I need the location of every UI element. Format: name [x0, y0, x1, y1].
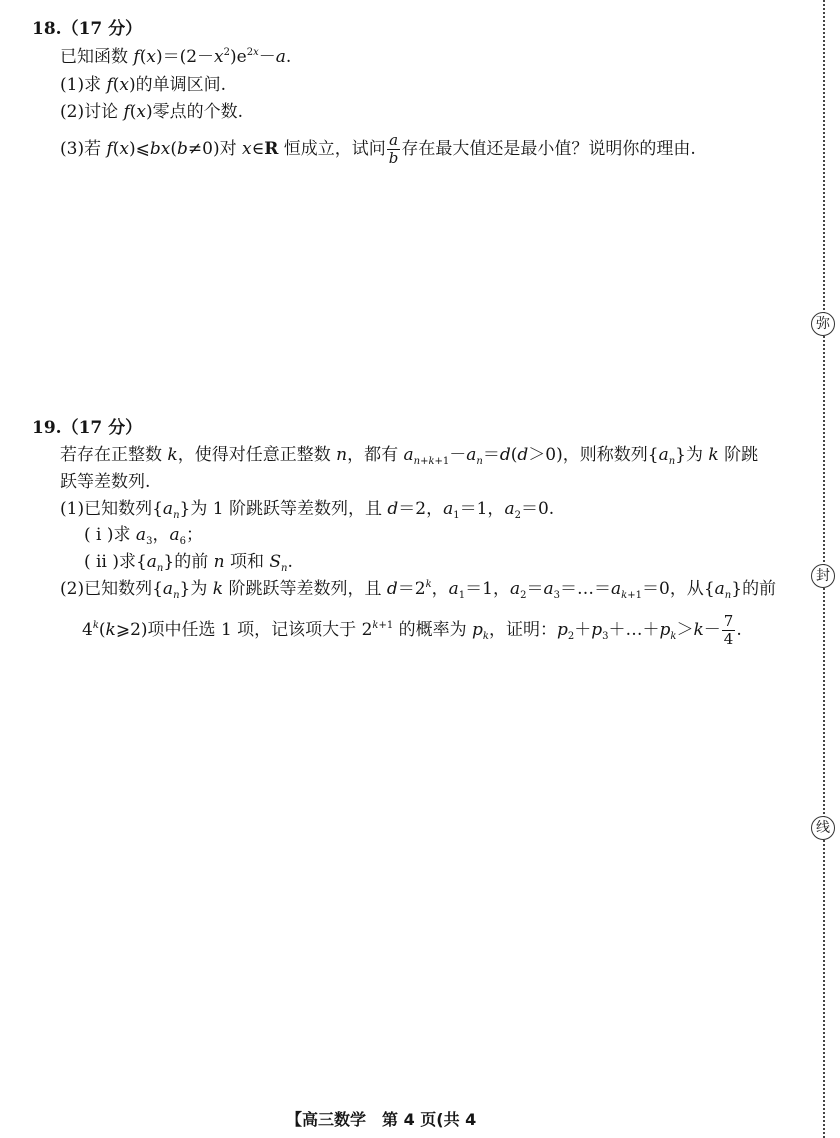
- seal-mark-bottom: 线: [811, 816, 835, 840]
- q18-part3-mid: 对: [219, 139, 243, 159]
- q18-part2-tail: 零点的个数.: [152, 102, 244, 122]
- q19-heading: 19.（17 分）: [32, 418, 143, 438]
- q19-definition-line2: 跃等差数列.: [60, 472, 151, 492]
- q19-definition: 若存在正整数 k，使得对任意正整数 n，都有 $a_{n+k+1}-a_n=d(d>0)$，则称数列$\{a_n\}$为 k 阶跳: [60, 445, 759, 467]
- fraction-7-over-4: $\frac{7}{4}$: [723, 612, 734, 648]
- q18-part3-tail: 存在最大值还是最小值？说明你的理由.: [401, 139, 696, 159]
- q18-part2-text: (2)讨论: [60, 102, 124, 122]
- seal-mark-middle: 封: [811, 564, 835, 588]
- q18-stem: 已知函数 $f(x)=(2-x^2)e^{2x}-a$.: [60, 47, 292, 67]
- q19-def-d: ，则称数列: [562, 445, 648, 465]
- fraction-a-over-b: $\frac{a}{b}$: [388, 131, 399, 167]
- q19-p2-e: 的前: [742, 579, 777, 599]
- q19-part1-i: ( ⅰ )求 $a_3$，$a_6$；: [84, 525, 203, 547]
- q19-part1: (1)已知数列$\{a_n\}$为 1 阶跳跃等差数列，且 d＝2，$a_1=1$，$a_2=0$.: [60, 499, 555, 521]
- q18-part3-mid2: 恒成立，试问: [283, 139, 386, 159]
- q19-p2-c: 阶跳跃等差数列，且: [223, 579, 387, 599]
- q19-p1-ii-a: ( ⅱ )求: [84, 552, 136, 572]
- q19-def-b: ，使得对任意正整数: [177, 445, 337, 465]
- q18-part1-text: (1)求: [60, 75, 107, 95]
- q19-part2-line2: 4$^k$(k⩾2)项中任选 1 项，记该项大于 $2^{k+1}$ 的概率为 $p_k$，证明：$p_2+p_3+\dots+p_k>k-$ $\frac{7}{4}$ .: [82, 612, 742, 648]
- q19-p1-ii-c: 项和: [224, 552, 270, 572]
- q19-p1-b: 为 1 阶跳跃等差数列，且: [190, 499, 388, 519]
- q19-def-a: 若存在正整数: [60, 445, 168, 465]
- q18-heading: 18.（17 分）: [32, 19, 143, 39]
- q18-part1: (1)求 f(x)的单调区间.: [60, 75, 227, 95]
- q19-p2-l2-b: 的概率为: [393, 620, 473, 640]
- q19-def-c: ，都有: [347, 445, 404, 465]
- q18-part3: (3)若 f(x)⩽bx(b≠0)对 x∈R 恒成立，试问 $\frac{a}{b}$ 存在最大值还是最小值？说明你的理由.: [60, 131, 696, 167]
- q19-p2-b: 为: [190, 579, 213, 599]
- q19-def-e: 为: [686, 445, 709, 465]
- q19-p2-l2-c: ，证明：: [488, 620, 557, 640]
- q19-part2: (2)已知数列$\{a_n\}$为 k 阶跳跃等差数列，且 $d=2^k$，$a_1=1$，$a_2=a_3=\dots=a_{k+1}=0$，从$\{a_n\}$的前: [60, 579, 777, 601]
- q18-part2: (2)讨论 f(x)零点的个数.: [60, 102, 244, 122]
- q19-def-f: 阶跳: [718, 445, 759, 465]
- q18-part3-text: (3)若: [60, 139, 107, 159]
- q19-part1-ii: ( ⅱ )求$\{a_n\}$的前 n 项和 $S_n$.: [84, 552, 293, 574]
- seal-mark-top: 弥: [811, 312, 835, 336]
- page-footer: 【高三数学 第 4 页(共 4: [286, 1110, 477, 1129]
- q19-p1-ii-b: 的前: [174, 552, 214, 572]
- q19-p2-a: (2)已知数列: [60, 579, 153, 599]
- q18-stem-text: 已知函数: [60, 47, 134, 67]
- q19-p1-i-text: ( ⅰ )求: [84, 525, 136, 545]
- q19-p2-l2-a: 项中任选 1 项，记该项大于: [147, 620, 362, 640]
- q18-part1-tail: 的单调区间.: [135, 75, 227, 95]
- q19-p2-d: ，从: [669, 579, 704, 599]
- q19-p1-a: (1)已知数列: [60, 499, 153, 519]
